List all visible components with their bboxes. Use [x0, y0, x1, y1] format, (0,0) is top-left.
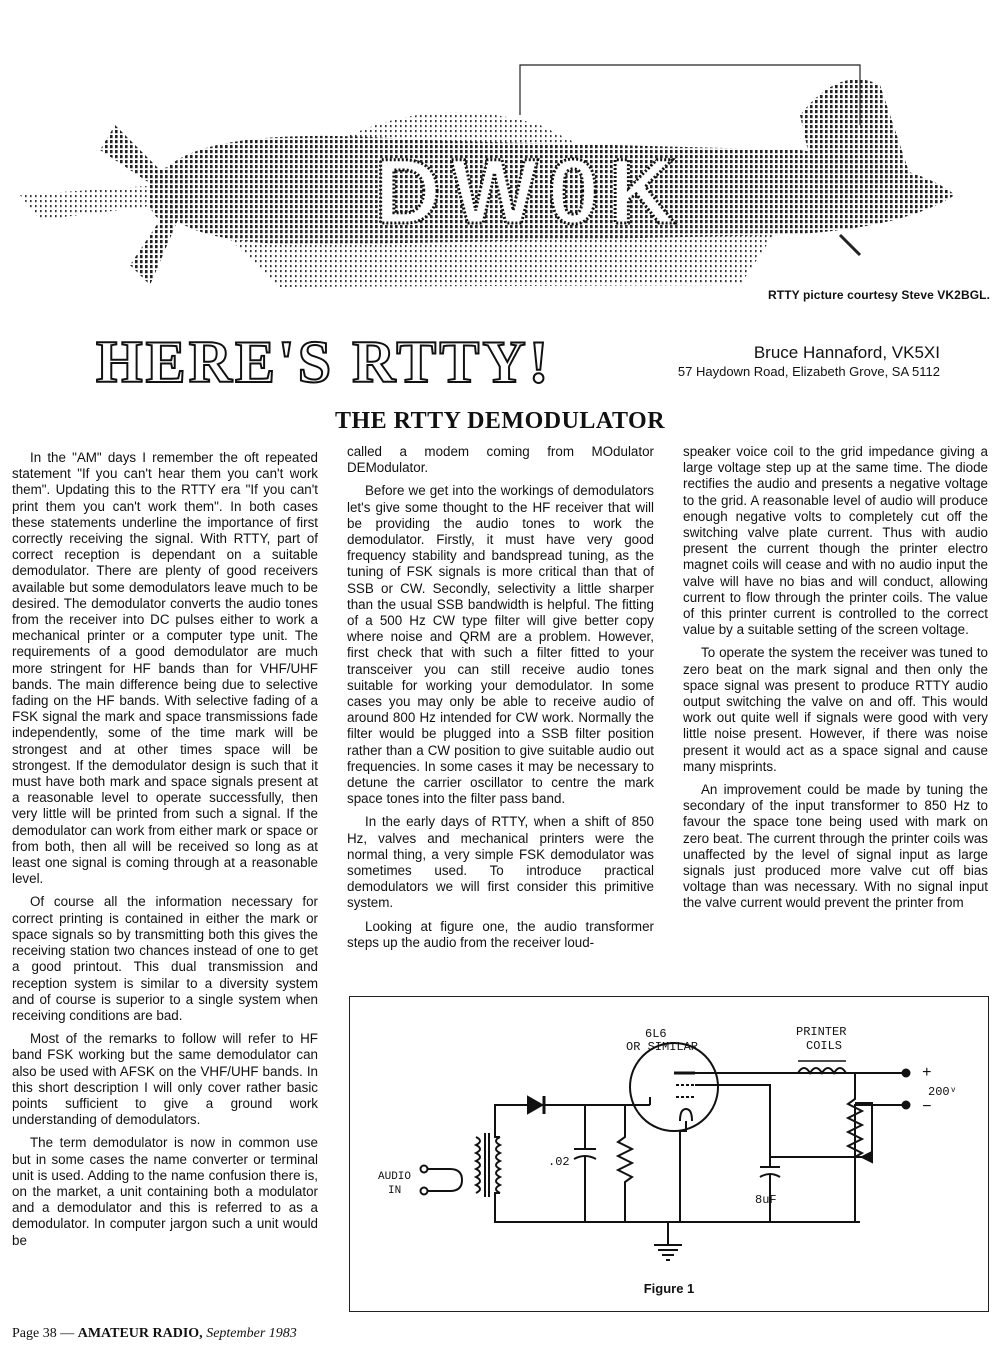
author-name: Bruce Hannaford, VK5XI — [753, 343, 940, 362]
art-credit: RTTY picture courtesy Steve VK2BGL. — [768, 288, 991, 302]
supply-terminal — [903, 1102, 910, 1109]
label-printer: PRINTER — [796, 1025, 847, 1039]
paragraph: Of course all the information necessary for correct printing is contained in either the mark or space signals so by transmitting both this gives the receiving station two chances instead of one to get a good printout. This dual transmission and reception system is similar to a diversity system and of course is superior to a single system when receiving conditions are bad. — [12, 894, 318, 1023]
label-valve: 6L6 — [645, 1027, 667, 1041]
label-valve-sub: OR SIMILAR — [626, 1040, 699, 1054]
section-title: THE RTTY DEMODULATOR — [334, 408, 666, 434]
label-plus: + — [922, 1064, 932, 1082]
paragraph: Before we get into the workings of demodulators let's give some thought to the HF receiver that will be providing the audio tones to work the demodulator. Firstly, it must have very good frequency stability and bandspread tuning, as the tuning of FSK signals is more critical than that of SSB or CW. Secondly, selectivity a little sharper than the usual SSB bandwidth is helpful. The fitting of a 500 Hz CW type filter will give better copy where noise and QRM are a problem. However, first check that with such a filter fitted to your transceiver you can still receive audio tones suitable for working your demodulator. In some cases you may only be able to receive audio of around 800 Hz intended for CW work. Normally the filter would be plugged into a SSB filter position rather than a CW position to give suitable audio out frequencies. In some cases it may be necessary to detune the carrier oscillator to centre the mark space tones into the filter pass band. — [347, 483, 654, 807]
paragraph: called a modem coming from MOdulator DEModulator. — [347, 444, 654, 476]
page-number: Page 38 — — [12, 1326, 75, 1341]
text-column-3 — [683, 444, 988, 919]
paragraph: speaker voice coil to the grid impedance giving a large voltage step up at the same time. The diode rectifies the audio and presents a negative voltage to the grid. A reasonable level of audio will produce enough negative volts to completely cut off the switching valve plate current. Thus with audio present the current though the printer electro magnet coils will cease and with no audio input the valve will have no bias and will conduct, allowing current to flow through the printer coils. The value of this printer current is controlled to the correct value by a suitable setting of the screen voltage. — [683, 444, 988, 638]
valve-envelope — [630, 1043, 718, 1131]
paragraph: Looking at figure one, the audio transformer steps up the audio from the receiver loud- — [347, 918, 654, 950]
paragraph: To operate the system the receiver was tuned to zero beat on the mark signal and then only the space signal was present to produce RTTY audio output switching the valve on and off. This would work out quite well if signals were good with very little noise present. However, if there was noise present it would act as a space signal and cause many misprints. — [683, 645, 988, 774]
text-column-2 — [347, 444, 654, 958]
byline — [630, 343, 940, 381]
diode — [528, 1097, 542, 1113]
paragraph: An improvement could be made by tuning the secondary of the input transformer to 850 Hz to favour the space tone being used with mark on zero beat. The current through the printer coils was unaffected by the level of signal input as large signals just produced more valve cut off bias voltage than was necessary. With no signal input the valve current would prevent the printer from — [683, 782, 988, 911]
paragraph: In the "AM" days I remember the oft repeated statement "If you can't hear them you can't work them". Updating this to the RTTY era "If you can't print them you can't work them". In both cases these statements underline the importance of first correctly receiving the signal. With RTTY, part of correct reception is dependant on a suitable demodulator. There are plenty of good receivers available but some demodulators leave much to be desired. The demodulator converts the audio tones from the receiver into DC pulses either to work a mechanical printer or a computer type unit. The requirements of a good demodulator are much more stringent for HF bands than for VHF/UHF bands. The main difference being due to selective fading on the HF bands. With selective fading of a FSK signal the mark and space transmissions fade independently, some of the time mark will be strongest and at other times space will be strongest. If the demodulator design is such that it must have both mark and space signals present at a reasonable level to operate successfully, then very little will be printed from such a signal. If the demodulator can work from either mark or space or from both, then all will be received so long as at least one signal is coming through at a reasonable level. — [12, 450, 318, 887]
input-terminal — [421, 1166, 428, 1173]
label-coils: COILS — [806, 1039, 843, 1053]
label-voltage: 200ᵛ — [928, 1085, 957, 1099]
art-callsign: DW0K — [374, 141, 686, 243]
paragraph: The term demodulator is now in common use but in some cases the name converter or terminal unit is used. Adding to the name confusion there is, on the market, a unit containing both a modulator and a demodulator and this is referred to as a demodulator. In computer jargon such a unit would be — [12, 1135, 318, 1248]
paragraph: In the early days of RTTY, when a shift of 850 Hz, valves and mechanical printers were the normal thing, a very simple FSK demodulator was sometimes used. To introduce practical demodulators we will first consider this primitive system. — [347, 814, 654, 911]
label-in: IN — [388, 1185, 402, 1197]
figure-caption: Figure 1 — [643, 1281, 695, 1296]
figure-1-schematic — [349, 996, 989, 1312]
label-cap1: .02 — [548, 1155, 570, 1169]
paragraph: Most of the remarks to follow will refer to HF band FSK working but the same demodulator can also be used with AFSK on the VHF/UHF bands. In this short description I will only cover rather basic points sufficient to give a ground work understanding of demodulators. — [12, 1031, 318, 1128]
label-minus: − — [922, 1098, 932, 1116]
supply-terminal — [903, 1070, 910, 1077]
input-terminal — [421, 1188, 428, 1195]
article-headline: HERE'S RTTY! — [96, 329, 552, 395]
author-address: 57 Haydown Road, Elizabeth Grove, SA 5112 — [677, 364, 940, 379]
text-column-1 — [12, 450, 318, 1256]
magazine-name: AMATEUR RADIO, — [77, 1326, 203, 1341]
rtty-art-image — [20, 55, 980, 315]
issue-date: September 1983 — [206, 1326, 297, 1341]
label-audio: AUDIO — [378, 1171, 412, 1183]
label-cap2: 8uF — [755, 1193, 777, 1207]
page-footer — [12, 1326, 297, 1342]
